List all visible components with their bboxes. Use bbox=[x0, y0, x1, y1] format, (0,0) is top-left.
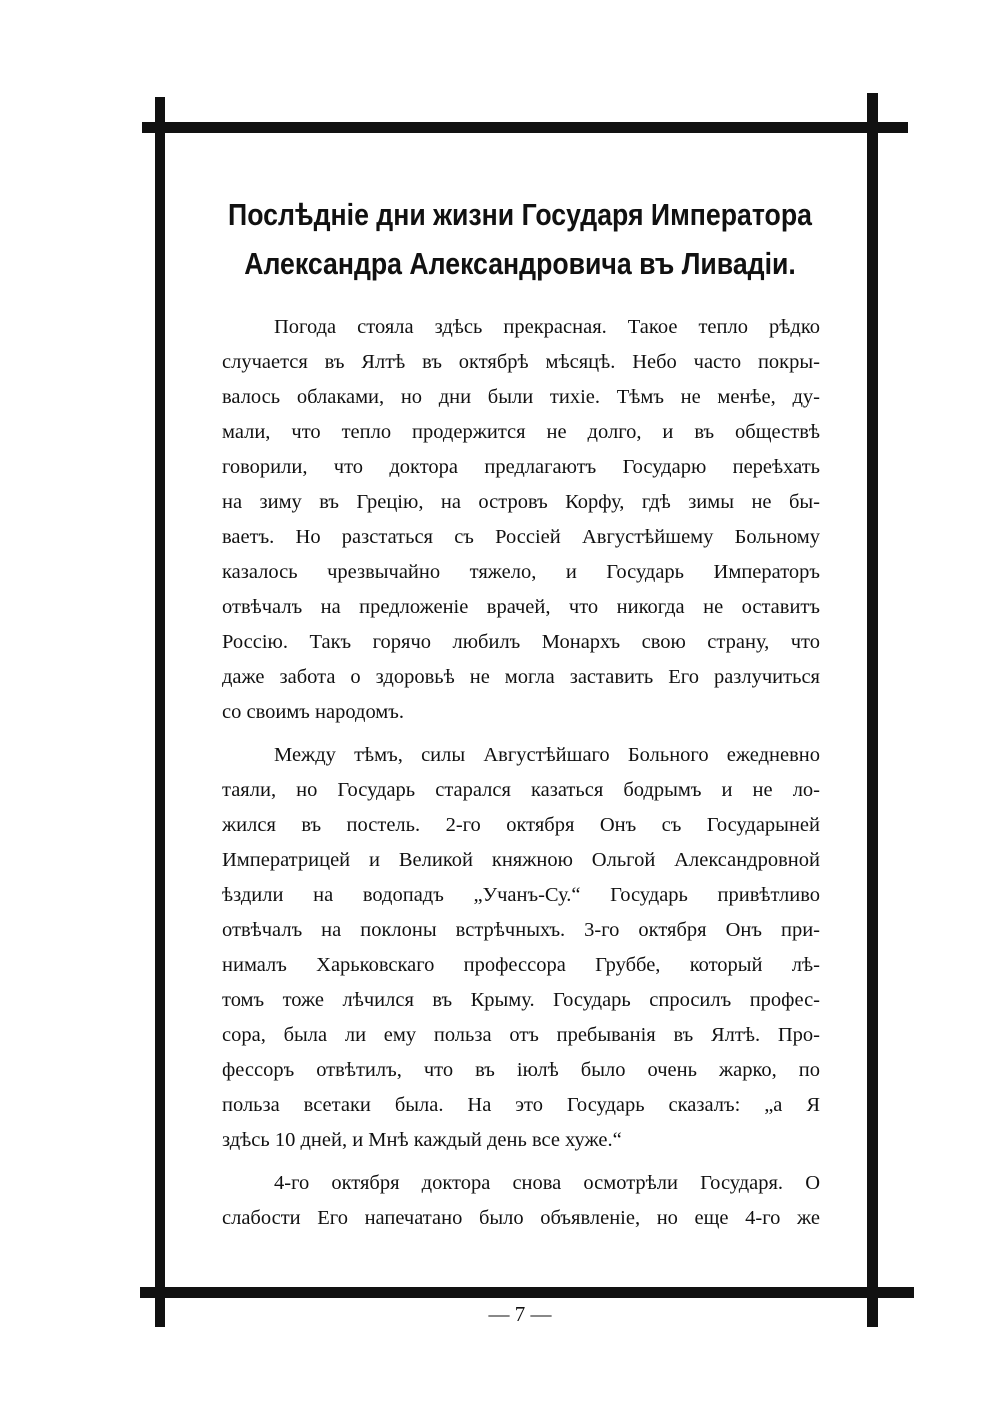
text-line: нималъ Харьковскаго профессора Груббе, который лѣ- bbox=[222, 954, 820, 976]
title-line-2: Александра Александровича въ Ливадіи. bbox=[244, 246, 796, 281]
text-line: даже забота о здоровьѣ не могла заставить Его разлучиться bbox=[222, 666, 820, 688]
text-line: фессоръ отвѣтилъ, что въ іюлѣ было очень жарко, по bbox=[222, 1059, 820, 1081]
frame-left-rule bbox=[155, 97, 165, 1327]
text-line: говорили, что доктора предлагаютъ Государю переѣхать bbox=[222, 456, 820, 478]
frame-right-rule bbox=[867, 93, 878, 1327]
text-line: ѣздили на водопадъ „Учанъ-Су.“ Государь привѣтливо bbox=[222, 884, 820, 906]
text-line: отвѣчалъ на поклоны встрѣчныхъ. 3-го октября Онъ при- bbox=[222, 919, 820, 941]
text-line: на зиму въ Грецію, на островъ Корфу, гдѣ зимы не бы- bbox=[222, 491, 820, 513]
page-title bbox=[223, 190, 816, 288]
text-line: таяли, но Государь старался казаться бодрымъ и не ло- bbox=[222, 779, 820, 801]
text-line: 4-го октября доктора снова осмотрѣли Государя. О bbox=[274, 1172, 820, 1194]
article-body bbox=[222, 310, 820, 1244]
text-line: Между тѣмъ, силы Августѣйшаго Больного ежедневно bbox=[274, 744, 820, 766]
text-line: слабости Его напечатано было объявленіе, но еще 4-го же bbox=[222, 1207, 820, 1229]
text-line: здѣсь 10 дней, и Мнѣ каждый день все хуже.“ bbox=[222, 1129, 622, 1151]
text-line: польза всетаки была. На это Государь сказалъ: „а Я bbox=[222, 1094, 820, 1116]
page-number: — 7 — bbox=[488, 1302, 552, 1326]
text-line: случается въ Ялтѣ въ октябрѣ мѣсяцѣ. Небо часто покры- bbox=[222, 351, 820, 373]
text-line: валось облаками, но дни были тихіе. Тѣмъ не менѣе, ду- bbox=[222, 386, 820, 408]
text-line: отвѣчалъ на предложеніе врачей, что никогда не оставитъ bbox=[222, 596, 820, 618]
text-line: томъ тоже лѣчился въ Крыму. Государь спросилъ профес- bbox=[222, 989, 820, 1011]
paragraph-3 bbox=[222, 1166, 820, 1236]
text-line: Императрицей и Великой княжною Ольгой Александровной bbox=[222, 849, 820, 871]
text-line: жился въ постель. 2-го октября Онъ съ Государыней bbox=[222, 814, 820, 836]
text-line: ваетъ. Но разстаться съ Россіей Августѣйшему Больному bbox=[222, 526, 820, 548]
text-line: со своимъ народомъ. bbox=[222, 701, 404, 723]
text-line: мали, что тепло продержится не долго, и въ обществѣ bbox=[222, 421, 820, 443]
frame-top-rule bbox=[142, 122, 908, 133]
text-line: Россію. Такъ горячо любилъ Монархъ свою страну, что bbox=[222, 631, 820, 653]
paragraph-1 bbox=[222, 310, 820, 730]
text-line: сора, была ли ему польза отъ пребыванія въ Ялтѣ. Про- bbox=[222, 1024, 820, 1046]
text-line: Погода стояла здѣсь прекрасная. Такое тепло рѣдко bbox=[274, 316, 820, 338]
text-line: казалось чрезвычайно тяжело, и Государь Императоръ bbox=[222, 561, 820, 583]
title-line-1: Послѣдніе дни жизни Государя Императора bbox=[228, 197, 812, 232]
paragraph-2 bbox=[222, 738, 820, 1158]
